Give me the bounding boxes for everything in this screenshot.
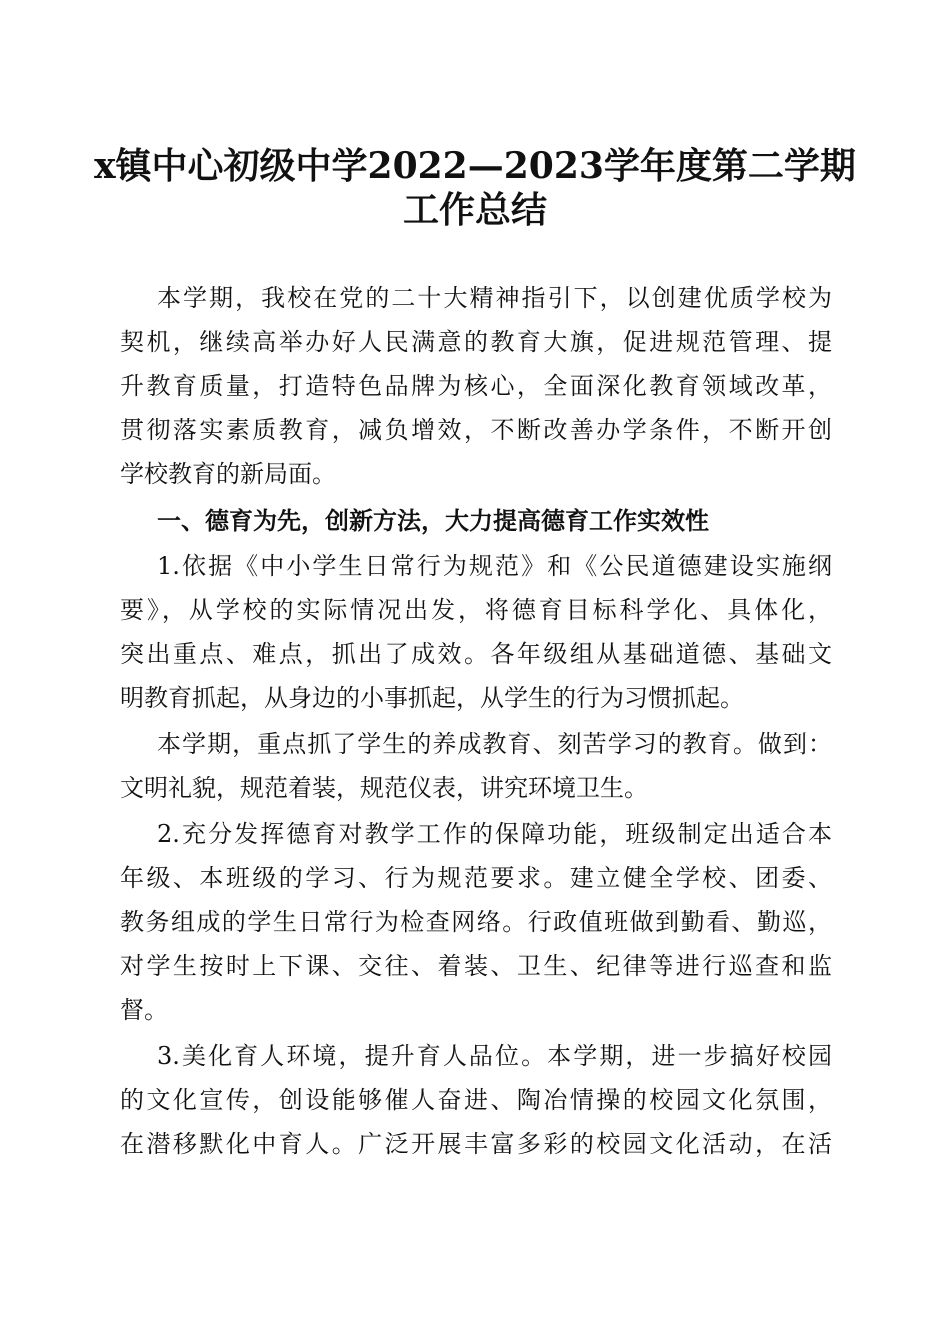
intro-line: 学校教育的新局面。 — [120, 460, 336, 488]
para2-line: 本学期，重点抓了学生的养成教育、刻苦学习的教育。做到： — [157, 730, 832, 758]
item2-line: 对学生按时上下课、交往、着装、卫生、纪律等进行巡查和监 — [120, 952, 832, 980]
item3-line: 在潜移默化中育人。广泛开展丰富多彩的校园文化活动，在活 — [120, 1130, 832, 1158]
intro-line: 本学期，我校在党的二十大精神指引下，以创建优质学校为 — [157, 284, 832, 312]
item1-line: 明教育抓起，从身边的小事抓起，从学生的行为习惯抓起。 — [120, 684, 744, 712]
item1-line: 1.依据《中小学生日常行为规范》和《公民道德建设实施纲 — [157, 552, 832, 580]
item2-line: 年级、本班级的学习、行为规范要求。建立健全学校、团委、 — [120, 864, 832, 892]
document-title-line-2: 工作总结 — [402, 189, 547, 231]
item2-line: 督。 — [120, 996, 168, 1024]
item3-line: 的文化宣传，创设能够催人奋进、陶冶情操的校园文化氛围， — [120, 1086, 832, 1114]
item1-line: 要》，从学校的实际情况出发，将德育目标科学化、具体化， — [120, 596, 832, 624]
para2-line: 文明礼貌，规范着装，规范仪表，讲究环境卫生。 — [120, 774, 648, 802]
item2-line: 教务组成的学生日常行为检查网络。行政值班做到勤看、勤巡， — [120, 908, 832, 936]
item3-line: 3.美化育人环境，提升育人品位。本学期，进一步搞好校园 — [157, 1042, 832, 1070]
intro-line: 契机，继续高举办好人民满意的教育大旗，促进规范管理、提 — [120, 328, 832, 356]
document-title-line-1: x镇中心初级中学2022—2023学年度第二学期 — [94, 145, 856, 187]
intro-line: 贯彻落实素质教育，减负增效，不断改善办学条件，不断开创 — [120, 416, 832, 444]
intro-line: 升教育质量，打造特色品牌为核心，全面深化教育领域改革， — [120, 372, 832, 400]
item2-line: 2.充分发挥德育对教学工作的保障功能，班级制定出适合本 — [157, 820, 832, 848]
item1-line: 突出重点、难点，抓出了成效。各年级组从基础道德、基础文 — [120, 640, 832, 668]
section-heading: 一、德育为先，创新方法，大力提高德育工作实效性 — [157, 507, 709, 535]
